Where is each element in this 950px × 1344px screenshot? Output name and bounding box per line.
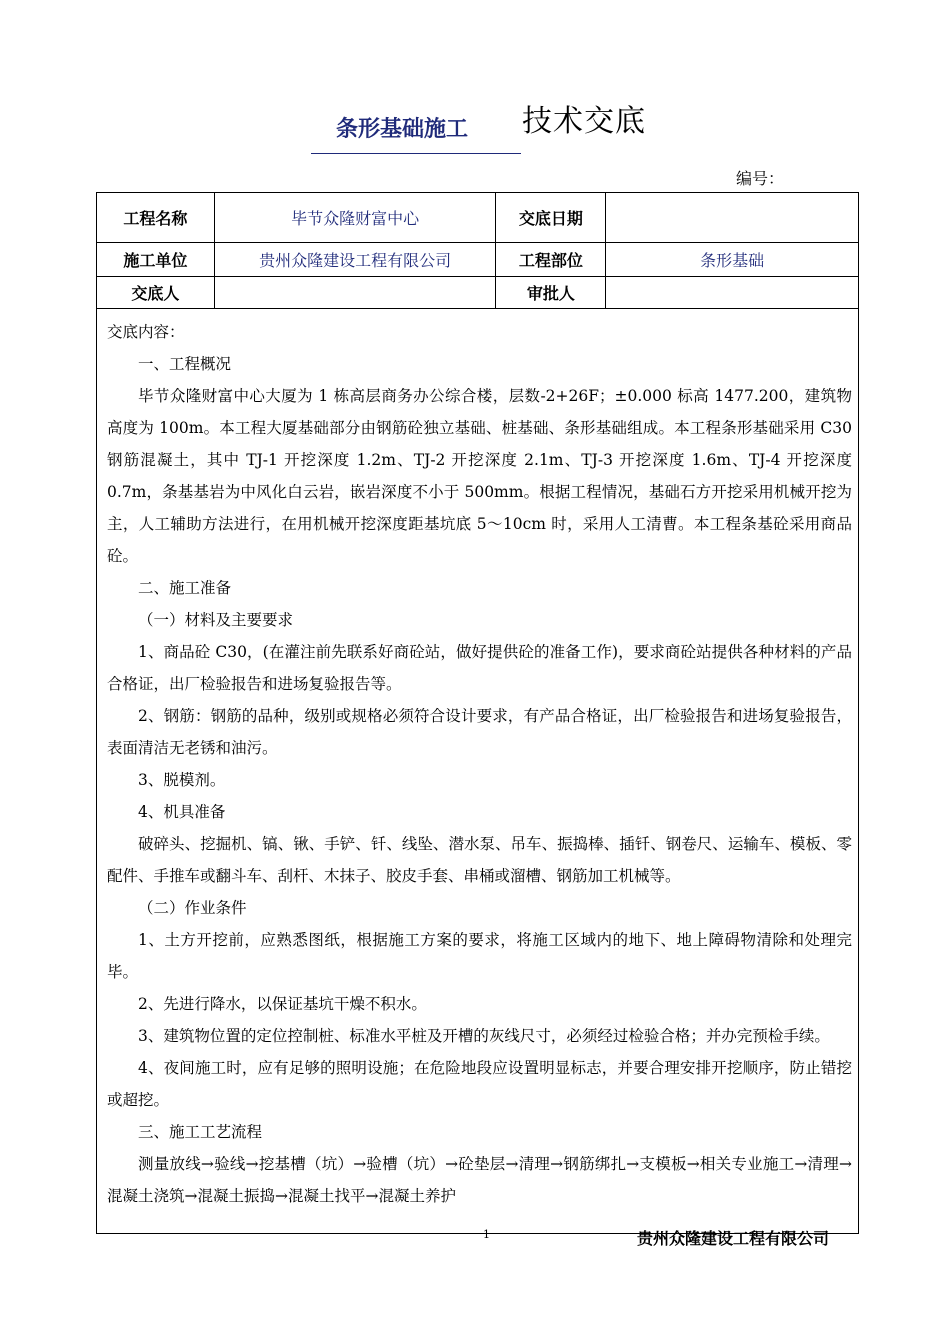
section-heading: 一、工程概况 bbox=[138, 355, 232, 373]
paragraph: 毕节众隆财富中心大厦为 1 栋高层商务办公综合楼，层数-2+26F；±0.000 标高 1477.200，建筑物高度为 100m。本工程大厦基础部分由钢筋砼独立基础、桩基础、条形基础组成。本工程条形基础采用 C30 钢筋混凝土，其中 TJ-1 开挖深度 1.2m、TJ-2 开挖深度 2.1m、TJ-3 开挖深度 1.6m、TJ-4 开挖深度 0.7m，条基基岩为中风化白云岩，嵌岩深度不小于 500mm。根据工程情况，基础石方开挖采用机械开挖为主，人工辅助方法进行，在用机械开挖深度距基坑底 5～10cm 时，采用人工清曹。本工程条基砼采用商品砼。 bbox=[107, 387, 852, 565]
paragraph: 1、商品砼 C30，(在灌注前先联系好商砼站，做好提供砼的准备工作)，要求商砼站提供各种材料的产品合格证，出厂检验报告和进场复验报告等。 bbox=[107, 643, 853, 693]
document-title: 技术交底 bbox=[522, 104, 646, 139]
content-intro: 交底内容： bbox=[107, 323, 185, 341]
page-number: 1 bbox=[483, 1228, 490, 1241]
process-flow: 测量放线→验线→挖基槽（坑）→验槽（坑）→砼垫层→清理→钢筋绑扎→支模板→相关专业施工→清理→混凝土浇筑→混凝土振捣→混凝土找平→混凝土养护 bbox=[107, 1155, 852, 1205]
date-value bbox=[606, 193, 859, 243]
paragraph: 3、建筑物位置的定位控制桩、标准水平桩及开槽的灰线尺寸，必须经过检验合格；并办完预检手续。 bbox=[138, 1027, 830, 1045]
info-row bbox=[97, 277, 859, 309]
subsection-heading: （一）材料及主要要求 bbox=[138, 611, 294, 629]
issuer-value bbox=[214, 277, 496, 309]
subsection-heading: （二）作业条件 bbox=[138, 899, 247, 917]
paragraph: 1、土方开挖前，应熟悉图纸，根据施工方案的要求，将施工区域内的地下、地上障碍物清除和处理完毕。 bbox=[107, 931, 852, 981]
info-row bbox=[97, 193, 859, 243]
paragraph: 破碎头、挖掘机、镐、锹、手铲、钎、线坠、潜水泵、吊车、振捣棒、插钎、钢卷尺、运输车、模板、零配件、手推车或翻斗车、刮杆、木抹子、胶皮手套、串桶或溜槽、钢筋加工机械等。 bbox=[107, 835, 852, 885]
paragraph: 3、脱模剂。 bbox=[138, 771, 226, 789]
contractor-value: 贵州众隆建设工程有限公司 bbox=[214, 243, 496, 277]
part-label: 工程部位 bbox=[496, 243, 606, 277]
section-heading: 三、施工工艺流程 bbox=[138, 1123, 263, 1141]
part-value: 条形基础 bbox=[606, 243, 859, 277]
document-subtitle: 条形基础施工 bbox=[336, 117, 469, 142]
approver-label: 审批人 bbox=[496, 277, 606, 309]
paragraph: 4、夜间施工时，应有足够的照明设施；在危险地段应设置明显标志，并要合理安排开挖顺序，防止错挖或超挖。 bbox=[107, 1059, 852, 1109]
serial-number-label: 编号： bbox=[736, 169, 785, 188]
project-name-label: 工程名称 bbox=[97, 193, 215, 243]
project-name-value: 毕节众隆财富中心 bbox=[214, 193, 496, 243]
paragraph: 2、先进行降水，以保证基坑干燥不积水。 bbox=[138, 995, 427, 1013]
subtitle-underline bbox=[311, 153, 521, 154]
issuer-label: 交底人 bbox=[97, 277, 215, 309]
briefing-content bbox=[107, 316, 852, 1212]
info-row bbox=[97, 243, 859, 277]
section-heading: 二、施工准备 bbox=[138, 579, 232, 597]
approver-value bbox=[606, 277, 859, 309]
footer-company: 贵州众隆建设工程有限公司 bbox=[637, 1229, 830, 1248]
info-table bbox=[96, 192, 859, 309]
paragraph: 4、机具准备 bbox=[138, 803, 226, 821]
paragraph: 2、钢筋：钢筋的品种，级别或规格必须符合设计要求，有产品合格证，出厂检验报告和进场复验报告，表面清洁无老锈和油污。 bbox=[107, 707, 852, 757]
contractor-label: 施工单位 bbox=[97, 243, 215, 277]
date-label: 交底日期 bbox=[496, 193, 606, 243]
